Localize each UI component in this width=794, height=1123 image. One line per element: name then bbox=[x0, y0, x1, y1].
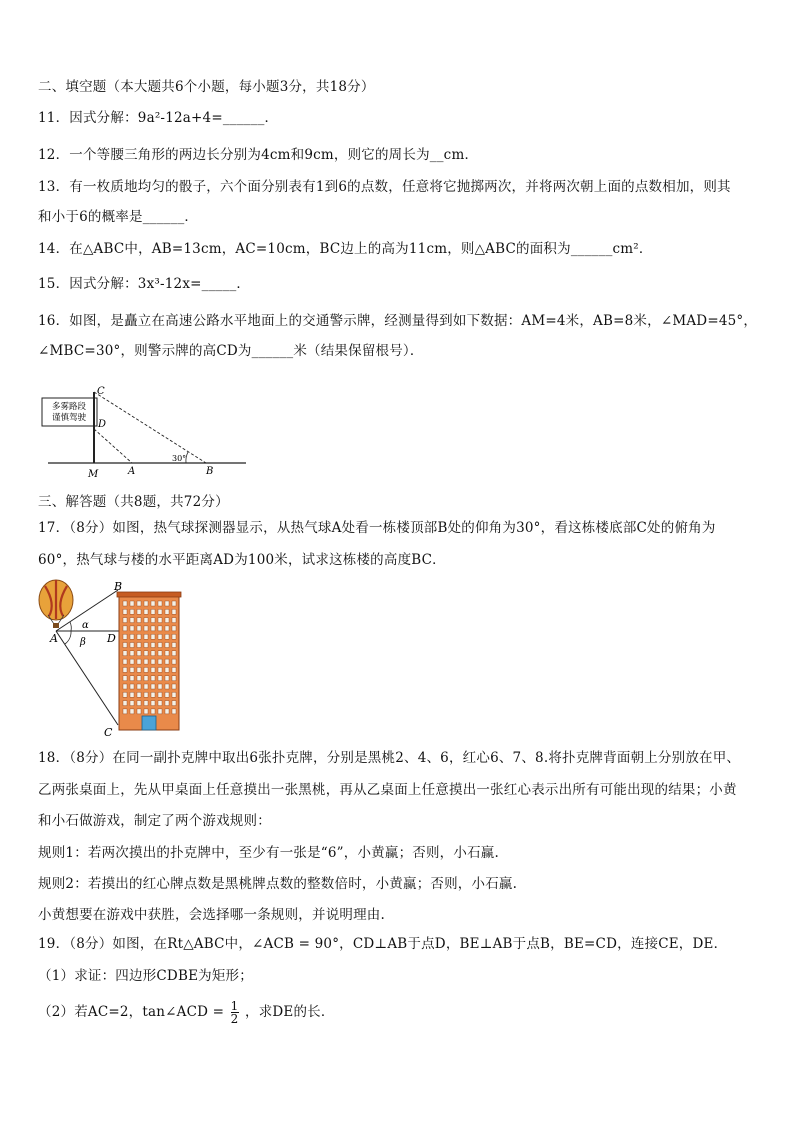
building-window bbox=[144, 643, 148, 648]
label-b: B bbox=[206, 466, 214, 477]
building-window bbox=[172, 709, 176, 714]
question-11: 11．因式分解：9a²-12a+4=______． bbox=[38, 110, 279, 126]
building-window bbox=[165, 692, 169, 697]
building-window bbox=[151, 676, 155, 681]
building-window bbox=[144, 676, 148, 681]
label-a: A bbox=[50, 632, 58, 645]
building-window bbox=[165, 618, 169, 623]
building-window bbox=[172, 626, 176, 631]
building-window bbox=[165, 709, 169, 714]
building-window bbox=[130, 618, 134, 623]
question-17-line2: 60°，热气球与楼的水平距离AD为100米，试求这栋楼的高度BC． bbox=[38, 552, 446, 568]
question-16-line1: 16．如图，是矗立在高速公路水平地面上的交通警示牌，经测量得到如下数据：AM=4米，AB=8米，∠MAD=45°， bbox=[38, 313, 758, 329]
building-window bbox=[172, 692, 176, 697]
building-window bbox=[137, 709, 141, 714]
building-window bbox=[158, 618, 162, 623]
building-window bbox=[123, 601, 127, 606]
building-window bbox=[165, 659, 169, 664]
question-18-rule1: 规则1：若两次摸出的扑克牌中，至少有一张是“6”，小黄赢；否则，小石赢. bbox=[38, 845, 499, 861]
building-window bbox=[151, 709, 155, 714]
building-window bbox=[151, 618, 155, 623]
building-window bbox=[130, 676, 134, 681]
building-window bbox=[158, 634, 162, 639]
building-window bbox=[172, 701, 176, 706]
building-window bbox=[123, 701, 127, 706]
section-2-heading: 二、填空题（本大题共6个小题，每小题3分，共18分） bbox=[38, 79, 375, 95]
building-window bbox=[165, 684, 169, 689]
question-18-line2: 乙两张桌面上，先从甲桌面上任意摸出一张黑桃，再从乙桌面上任意摸出一张红心表示出所有可能出现的结果；小黄 bbox=[38, 782, 737, 798]
building-window bbox=[151, 667, 155, 672]
building-window bbox=[172, 667, 176, 672]
building-window bbox=[172, 651, 176, 656]
building-window bbox=[137, 684, 141, 689]
question-18-line4: 小黄想要在游戏中获胜，会选择哪一条规则，并说明理由. bbox=[38, 907, 385, 923]
building-window bbox=[144, 609, 148, 614]
section-3-heading: 三、解答题（共8题，共72分） bbox=[38, 494, 229, 510]
label-d: D bbox=[98, 419, 107, 430]
building-window bbox=[123, 692, 127, 697]
building-window bbox=[123, 618, 127, 623]
building-window bbox=[123, 626, 127, 631]
building-window bbox=[130, 601, 134, 606]
label-d: D bbox=[107, 632, 116, 645]
building-window bbox=[137, 601, 141, 606]
angle-beta-arc bbox=[65, 631, 71, 644]
building-window bbox=[151, 609, 155, 614]
building-window bbox=[158, 692, 162, 697]
building-window bbox=[151, 651, 155, 656]
building-window bbox=[144, 618, 148, 623]
building-window bbox=[130, 659, 134, 664]
building-window bbox=[130, 643, 134, 648]
building-window bbox=[137, 618, 141, 623]
building-window bbox=[172, 684, 176, 689]
question-14: 14．在△ABC中，AB=13cm，AC=10cm，BC边上的高为11cm，则△ABC的面积为______cm²． bbox=[38, 241, 653, 257]
building-window bbox=[123, 643, 127, 648]
fraction-one-half bbox=[231, 1000, 239, 1025]
line-da bbox=[94, 429, 132, 463]
question-13-line2: 和小于6的概率是______． bbox=[38, 209, 199, 225]
building-window bbox=[151, 634, 155, 639]
building-window bbox=[130, 651, 134, 656]
building-window bbox=[172, 659, 176, 664]
warning-sign-figure bbox=[36, 382, 251, 482]
building-window bbox=[158, 659, 162, 664]
building-window bbox=[165, 651, 169, 656]
building-window bbox=[151, 692, 155, 697]
building-window bbox=[165, 601, 169, 606]
building-window bbox=[123, 651, 127, 656]
question-18-line1: 18．（8分）在同一副扑克牌中取出6张扑克牌，分别是黑桃2、4、6，红心6、7、8.将扑克牌背面朝上分别放在甲、 bbox=[38, 750, 741, 766]
label-b: B bbox=[114, 580, 123, 593]
building-window bbox=[144, 709, 148, 714]
building-window bbox=[151, 701, 155, 706]
label-c: C bbox=[104, 726, 113, 738]
building-window bbox=[123, 684, 127, 689]
label-m: M bbox=[88, 469, 99, 480]
building-window bbox=[144, 626, 148, 631]
question-19-line1: 19．（8分）如图，在Rt△ABC中，∠ACB = 90°，CD⊥AB于点D，BE⊥AB于点B，BE=CD，连接CE，DE． bbox=[38, 936, 728, 952]
building-window bbox=[144, 601, 148, 606]
building-window bbox=[158, 626, 162, 631]
building-window bbox=[151, 643, 155, 648]
building-window bbox=[144, 692, 148, 697]
building-window bbox=[137, 643, 141, 648]
building-window bbox=[151, 684, 155, 689]
building-window bbox=[144, 684, 148, 689]
building-window bbox=[158, 684, 162, 689]
question-16-line2: ∠MBC=30°，则警示牌的高CD为______米（结果保留根号）． bbox=[38, 343, 424, 359]
fraction-numerator: 1 bbox=[230, 999, 239, 1013]
building-window bbox=[158, 643, 162, 648]
building-window bbox=[165, 609, 169, 614]
building-window bbox=[158, 601, 162, 606]
building-window bbox=[123, 634, 127, 639]
question-12: 12．一个等腰三角形的两边长分别为4cm和9cm，则它的周长为__cm． bbox=[38, 147, 479, 163]
fraction-denominator: 2 bbox=[230, 1012, 239, 1026]
building-window bbox=[158, 667, 162, 672]
label-alpha: α bbox=[82, 620, 89, 631]
hot-air-balloon-figure bbox=[32, 578, 192, 738]
building-window bbox=[165, 643, 169, 648]
building-window bbox=[130, 634, 134, 639]
building-window bbox=[123, 609, 127, 614]
building-window bbox=[158, 609, 162, 614]
building-window bbox=[172, 609, 176, 614]
building-window bbox=[165, 626, 169, 631]
question-19-part2 bbox=[38, 997, 764, 1027]
building-window bbox=[165, 676, 169, 681]
building-window bbox=[172, 676, 176, 681]
building-window bbox=[158, 709, 162, 714]
building-window bbox=[130, 709, 134, 714]
building-window bbox=[144, 659, 148, 664]
building-window bbox=[137, 692, 141, 697]
building-window bbox=[137, 634, 141, 639]
balloon-basket bbox=[53, 623, 59, 628]
building-window bbox=[172, 643, 176, 648]
building-window bbox=[144, 651, 148, 656]
building-window bbox=[165, 667, 169, 672]
angle-arc bbox=[186, 452, 188, 463]
building-window bbox=[123, 667, 127, 672]
building-window bbox=[172, 618, 176, 623]
building-window bbox=[165, 634, 169, 639]
building-window bbox=[137, 667, 141, 672]
building-window bbox=[137, 609, 141, 614]
label-beta: β bbox=[80, 637, 86, 648]
building-window bbox=[137, 701, 141, 706]
building-window bbox=[130, 609, 134, 614]
building-window bbox=[151, 626, 155, 631]
question-18-rule2: 规则2：若摸出的红心牌点数是黑桃牌点数的整数倍时，小黄赢；否则，小石赢. bbox=[38, 876, 518, 892]
building bbox=[117, 592, 181, 730]
q19-part2-prefix: （2）若AC=2，tan∠ACD = bbox=[38, 1004, 225, 1020]
question-17-line1: 17．（8分）如图，热气球探测器显示，从热气球A处看一栋楼顶部B处的仰角为30°，看这栋楼底部C处的俯角为 bbox=[38, 520, 716, 536]
building-window bbox=[172, 634, 176, 639]
building-window bbox=[137, 676, 141, 681]
building-window bbox=[144, 701, 148, 706]
label-angle-30: 30° bbox=[172, 454, 187, 463]
building-window bbox=[158, 676, 162, 681]
building-window bbox=[172, 601, 176, 606]
building-window bbox=[144, 667, 148, 672]
building-window bbox=[130, 701, 134, 706]
building-window bbox=[151, 601, 155, 606]
question-13-line1: 13．有一枚质地均匀的骰子，六个面分别表有1到6的点数，任意将它抛掷两次，并将两次朝上面的点数相加，则其 bbox=[38, 179, 731, 195]
sign-text-2: 谨慎驾驶 bbox=[51, 413, 87, 423]
building-window bbox=[158, 701, 162, 706]
building-window bbox=[123, 676, 127, 681]
building-window bbox=[130, 684, 134, 689]
building-window bbox=[158, 651, 162, 656]
question-18-line3: 和小石做游戏，制定了两个游戏规则： bbox=[38, 813, 271, 829]
sign-text-1: 多雾路段 bbox=[51, 402, 87, 412]
building-window bbox=[144, 634, 148, 639]
angle-alpha-arc bbox=[70, 622, 71, 631]
building-window bbox=[130, 692, 134, 697]
building-window bbox=[151, 659, 155, 664]
building-window bbox=[137, 626, 141, 631]
building-window bbox=[130, 626, 134, 631]
question-15: 15．因式分解：3x³-12x=_____． bbox=[38, 276, 251, 292]
line-ac bbox=[56, 631, 118, 725]
building-window bbox=[123, 659, 127, 664]
label-c: C bbox=[97, 386, 105, 397]
line-cb bbox=[94, 392, 206, 463]
building-window bbox=[137, 659, 141, 664]
label-a: A bbox=[128, 466, 136, 477]
question-19-part1: （1）求证：四边形CDBE为矩形； bbox=[38, 968, 253, 984]
building-window bbox=[130, 667, 134, 672]
building-window bbox=[165, 701, 169, 706]
building-window bbox=[123, 709, 127, 714]
q19-part2-suffix: ，求DE的长． bbox=[245, 1004, 335, 1020]
building-window bbox=[137, 651, 141, 656]
